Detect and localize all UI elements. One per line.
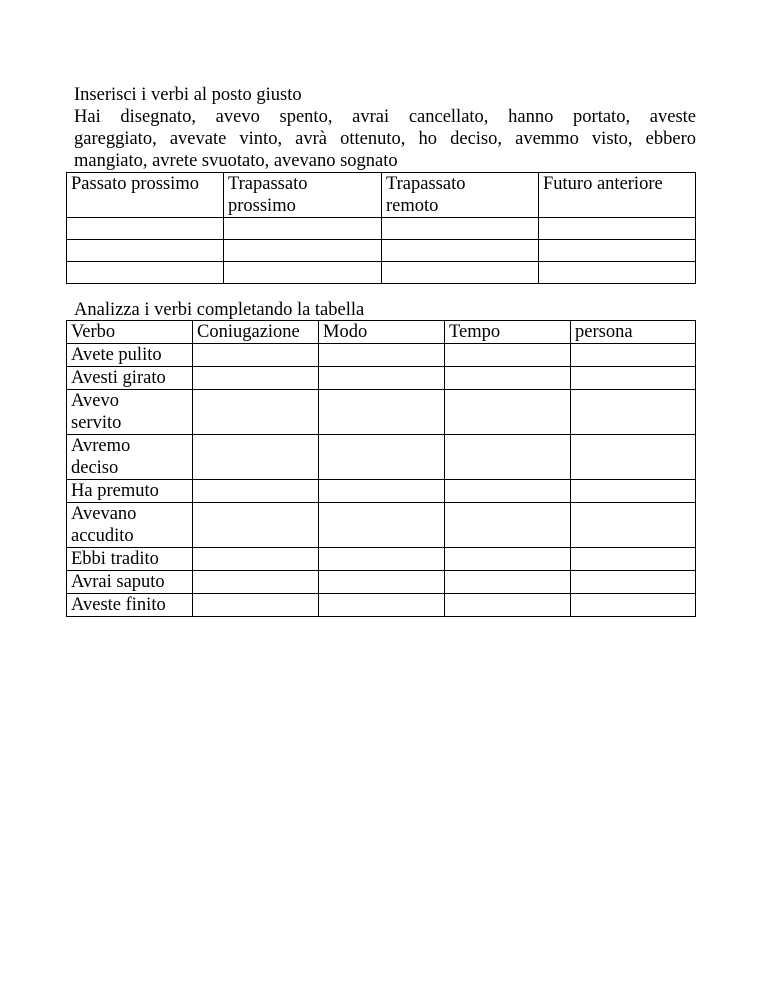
header-futuro-anteriore: Futuro anteriore: [539, 173, 696, 218]
answer-cell[interactable]: [319, 594, 445, 617]
answer-cell[interactable]: [67, 240, 224, 262]
verb-cell: Avremo deciso: [67, 435, 193, 480]
exercise1-verb-list-line-2: gareggiato, avevate vinto, avrà ottenuto, ho deciso, avemmo visto, ebbero: [74, 129, 696, 149]
answer-cell[interactable]: [193, 594, 319, 617]
answer-cell[interactable]: [445, 503, 571, 548]
answer-cell[interactable]: [319, 480, 445, 503]
table-row: [67, 480, 696, 503]
table-row: [67, 390, 696, 435]
answer-cell[interactable]: [445, 571, 571, 594]
exercise1-verb-list-line-1: Hai disegnato, avevo spento, avrai cancellato, hanno portato, aveste: [74, 107, 696, 127]
table-row: [67, 367, 696, 390]
table-row: [67, 503, 696, 548]
answer-cell[interactable]: [193, 548, 319, 571]
header-persona: persona: [571, 321, 696, 344]
answer-cell[interactable]: [319, 367, 445, 390]
answer-cell[interactable]: [67, 218, 224, 240]
verb-cell: Avevano accudito: [67, 503, 193, 548]
answer-cell[interactable]: [571, 548, 696, 571]
answer-cell[interactable]: [445, 548, 571, 571]
verb-cell: Ha premuto: [67, 480, 193, 503]
header-tempo: Tempo: [445, 321, 571, 344]
exercise2-heading: Analizza i verbi completando la tabella: [74, 300, 365, 320]
answer-cell[interactable]: [445, 344, 571, 367]
answer-cell[interactable]: [382, 262, 539, 284]
header-trapassato-prossimo: Trapassato prossimo: [224, 173, 382, 218]
answer-cell[interactable]: [193, 344, 319, 367]
answer-cell[interactable]: [445, 367, 571, 390]
table-row: [67, 548, 696, 571]
answer-cell[interactable]: [571, 594, 696, 617]
tense-table-header-row: [67, 173, 696, 218]
answer-cell[interactable]: [571, 367, 696, 390]
answer-cell[interactable]: [319, 503, 445, 548]
exercise1-heading: Inserisci i verbi al posto giusto: [74, 85, 302, 105]
answer-cell[interactable]: [539, 262, 696, 284]
header-verbo: Verbo: [67, 321, 193, 344]
verb-analysis-table: [66, 320, 696, 617]
answer-cell[interactable]: [224, 240, 382, 262]
answer-cell[interactable]: [571, 571, 696, 594]
analysis-table-header-row: [67, 321, 696, 344]
verb-cell: Aveste finito: [67, 594, 193, 617]
table-row: [67, 435, 696, 480]
answer-cell[interactable]: [539, 240, 696, 262]
answer-cell[interactable]: [67, 262, 224, 284]
answer-cell[interactable]: [445, 390, 571, 435]
answer-cell[interactable]: [224, 218, 382, 240]
answer-cell[interactable]: [193, 435, 319, 480]
answer-cell[interactable]: [193, 480, 319, 503]
table-row: [67, 571, 696, 594]
answer-cell[interactable]: [382, 240, 539, 262]
table-row: [67, 240, 696, 262]
answer-cell[interactable]: [571, 344, 696, 367]
answer-cell[interactable]: [571, 435, 696, 480]
verb-cell: Avevo servito: [67, 390, 193, 435]
header-trapassato-remoto: Trapassato remoto: [382, 173, 539, 218]
answer-cell[interactable]: [193, 503, 319, 548]
verb-cell: Ebbi tradito: [67, 548, 193, 571]
answer-cell[interactable]: [224, 262, 382, 284]
answer-cell[interactable]: [445, 594, 571, 617]
answer-cell[interactable]: [193, 367, 319, 390]
answer-cell[interactable]: [445, 480, 571, 503]
answer-cell[interactable]: [319, 344, 445, 367]
header-modo: Modo: [319, 321, 445, 344]
verb-cell: Avete pulito: [67, 344, 193, 367]
table-row: [67, 594, 696, 617]
answer-cell[interactable]: [382, 218, 539, 240]
header-coniugazione: Coniugazione: [193, 321, 319, 344]
exercise1-verb-list-line-3: mangiato, avrete svuotato, avevano sognato: [74, 151, 398, 171]
answer-cell[interactable]: [319, 435, 445, 480]
answer-cell[interactable]: [571, 480, 696, 503]
answer-cell[interactable]: [319, 571, 445, 594]
answer-cell[interactable]: [193, 390, 319, 435]
answer-cell[interactable]: [571, 503, 696, 548]
header-passato-prossimo: Passato prossimo: [67, 173, 224, 218]
answer-cell[interactable]: [319, 548, 445, 571]
answer-cell[interactable]: [539, 218, 696, 240]
answer-cell[interactable]: [571, 390, 696, 435]
answer-cell[interactable]: [445, 435, 571, 480]
tense-sorting-table: [66, 172, 696, 284]
verb-cell: Avesti girato: [67, 367, 193, 390]
table-row: [67, 262, 696, 284]
verb-cell: Avrai saputo: [67, 571, 193, 594]
table-row: [67, 344, 696, 367]
answer-cell[interactable]: [193, 571, 319, 594]
table-row: [67, 218, 696, 240]
answer-cell[interactable]: [319, 390, 445, 435]
